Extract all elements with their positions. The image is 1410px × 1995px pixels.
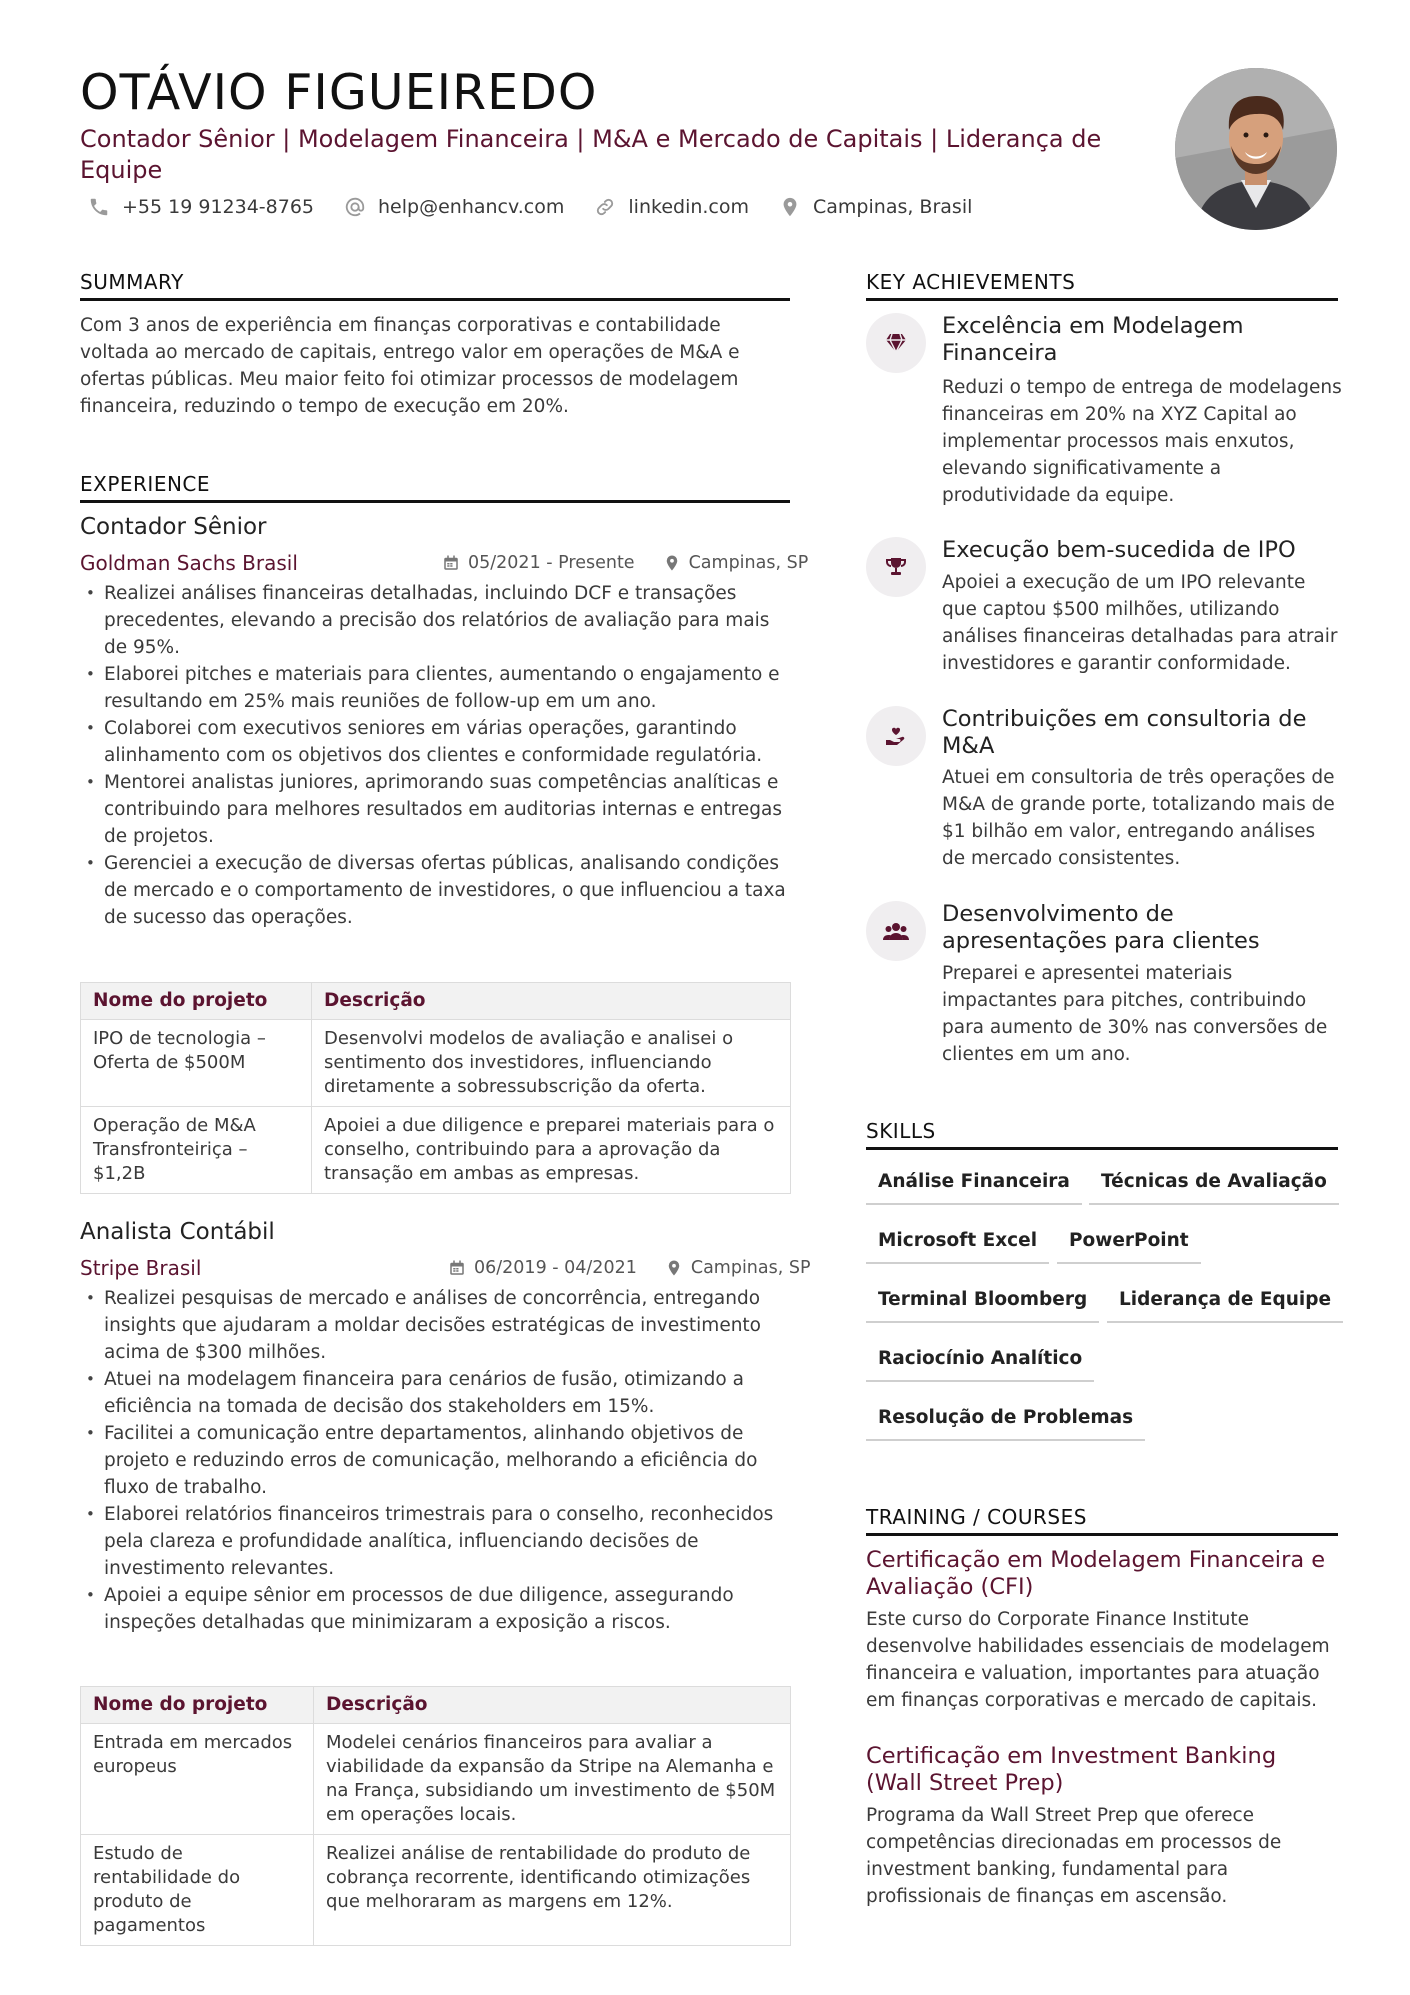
job-meta bbox=[448, 1255, 811, 1281]
list-item: • Atuei na modelagem financeira para cenários de fusão, otimizando a eficiência na tomada de decisão dos stakeholders em 15%. bbox=[80, 1366, 792, 1420]
project-desc: Desenvolvi modelos de avaliação e analisei o sentimento dos investidores, influenciando diretamente a sobressubscrição da oferta. bbox=[312, 1020, 791, 1107]
table-row bbox=[81, 1724, 791, 1835]
achievement-title: Desenvolvimento de apresentações para clientes bbox=[942, 901, 1260, 954]
location-text: Campinas, Brasil bbox=[813, 196, 973, 218]
job-location: Campinas, SP bbox=[690, 1258, 811, 1278]
trophy-icon bbox=[866, 537, 926, 597]
job-title: Contador Sênior bbox=[80, 514, 267, 540]
email-text: help@enhancv.com bbox=[378, 196, 565, 218]
skill-tag: Terminal Bloomberg bbox=[866, 1287, 1099, 1323]
contact-bar bbox=[88, 196, 1002, 218]
list-item: • Gerenciei a execução de diversas ofertas públicas, analisando condições de mercado e o comportamento de investidores, o que influenciou a taxa de sucesso das operações. bbox=[80, 850, 792, 931]
project-name: IPO de tecnologia – Oferta de $500M bbox=[81, 1020, 312, 1107]
course-title: Certificação em Modelagem Financeira e Avaliação (CFI) bbox=[866, 1547, 1326, 1600]
section-title-skills: SKILLS bbox=[866, 1118, 1338, 1150]
calendar-icon bbox=[442, 554, 460, 572]
map-pin-icon bbox=[779, 196, 801, 218]
link-icon bbox=[594, 196, 616, 218]
table-row bbox=[81, 1020, 791, 1107]
achievement-title: Execução bem-sucedida de IPO bbox=[942, 537, 1296, 563]
summary-text: Com 3 anos de experiência em finanças corporativas e contabilidade voltada ao mercado de capitais, entrego valor em operações de M&A e ofertas públicas. Meu maior feito foi otimizar processos de modelagem financeira, reduzindo o tempo de execução em 20%. bbox=[80, 315, 740, 417]
achievement-title: Excelência em Modelagem Financeira bbox=[942, 313, 1244, 366]
skill-tag: Análise Financeira bbox=[866, 1169, 1082, 1205]
job-location: Campinas, SP bbox=[688, 553, 809, 573]
candidate-name: OTÁVIO FIGUEIREDO bbox=[80, 64, 598, 121]
list-item: • Elaborei pitches e materiais para clientes, aumentando o engajamento e resultando em 25% mais reuniões de follow-up em um ano. bbox=[80, 661, 792, 715]
course-desc: Este curso do Corporate Finance Institute desenvolve habilidades essenciais de modelagem financeira e valuation, importantes para atuação em finanças corporativas e mercado de capitais. bbox=[866, 1609, 1330, 1711]
achievement-title: Contribuições em consultoria de M&A bbox=[942, 706, 1307, 759]
job-bullets bbox=[80, 1285, 792, 1636]
section-title-training: TRAINING / COURSES bbox=[866, 1504, 1338, 1536]
hand-heart-icon bbox=[866, 706, 926, 766]
project-table bbox=[80, 982, 791, 1194]
table-row bbox=[81, 1107, 791, 1194]
table-header-desc: Descrição bbox=[314, 1687, 791, 1724]
project-name: Entrada em mercados europeus bbox=[81, 1724, 314, 1835]
skill-tag: Raciocínio Analítico bbox=[866, 1346, 1094, 1382]
project-desc: Realizei análise de rentabilidade do produto de cobrança recorrente, identificando otimizações que melhoraram as margens em 12%. bbox=[314, 1835, 791, 1946]
at-icon bbox=[344, 196, 366, 218]
skill-tag: Liderança de Equipe bbox=[1107, 1287, 1343, 1323]
section-title-achievements: KEY ACHIEVEMENTS bbox=[866, 269, 1338, 301]
skill-tag: Técnicas de Avaliação bbox=[1089, 1169, 1339, 1205]
map-pin-icon bbox=[665, 1259, 683, 1277]
candidate-headline: Contador Sênior | Modelagem Financeira | M&A e Mercado de Capitais | Liderança de Equipe bbox=[80, 125, 1102, 184]
list-item: • Colaborei com executivos seniores em várias operações, garantindo alinhamento com os objetivos dos clientes e conformidade regulatória. bbox=[80, 715, 792, 769]
linkedin-text: linkedin.com bbox=[628, 196, 750, 218]
job-dates: 06/2019 - 04/2021 bbox=[474, 1258, 637, 1278]
project-desc: Modelei cenários financeiros para avaliar a viabilidade da expansão da Stripe na Alemanha e na França, subsidiando um investimento de $50M em operações locais. bbox=[314, 1724, 791, 1835]
list-item: • Apoiei a equipe sênior em processos de due diligence, assegurando inspeções detalhadas que minimizaram a exposição a riscos. bbox=[80, 1582, 792, 1636]
avatar bbox=[1175, 68, 1337, 230]
list-item: • Realizei pesquisas de mercado e análises de concorrência, entregando insights que ajudaram a moldar decisões estratégicas de investimento acima de $300 milhões. bbox=[80, 1285, 792, 1366]
contact-email[interactable] bbox=[344, 196, 564, 218]
contact-location bbox=[779, 196, 972, 218]
contact-phone[interactable] bbox=[88, 196, 314, 218]
table-header-row bbox=[81, 983, 791, 1020]
list-item: • Facilitei a comunicação entre departamentos, alinhando objetivos de projeto e reduzindo erros de comunicação, melhorando a eficiência do fluxo de trabalho. bbox=[80, 1420, 792, 1501]
course-desc: Programa da Wall Street Prep que oferece competências direcionadas em processos de investment banking, fundamental para profissionais de finanças em ascensão. bbox=[866, 1805, 1282, 1907]
list-item: • Elaborei relatórios financeiros trimestrais para o conselho, reconhecidos pela clareza e profundidade analítica, influenciando decisões de investimento relevantes. bbox=[80, 1501, 792, 1582]
phone-icon bbox=[88, 196, 110, 218]
job-meta bbox=[442, 550, 808, 576]
job-bullets bbox=[80, 580, 792, 931]
table-row bbox=[81, 1835, 791, 1946]
company-name: Stripe Brasil bbox=[80, 1256, 202, 1280]
table-header-name: Nome do projeto bbox=[81, 1687, 314, 1724]
job-title: Analista Contábil bbox=[80, 1219, 275, 1245]
skill-tag: Resolução de Problemas bbox=[866, 1405, 1145, 1441]
company-name: Goldman Sachs Brasil bbox=[80, 551, 298, 575]
phone-text: +55 19 91234-8765 bbox=[122, 196, 315, 218]
project-table bbox=[80, 1686, 791, 1946]
achievement-desc: Atuei em consultoria de três operações de M&A de grande porte, totalizando mais de $1 bilhão em valor, entregando análises de mercado consistentes. bbox=[942, 767, 1335, 869]
map-pin-icon bbox=[663, 554, 681, 572]
achievement-desc: Reduzi o tempo de entrega de modelagens financeiras em 20% na XYZ Capital ao implementar processos mais enxutos, elevando significativamente a produtividade da equipe. bbox=[942, 377, 1342, 506]
diamond-icon bbox=[866, 313, 926, 373]
section-title-summary: SUMMARY bbox=[80, 269, 790, 301]
skill-tag: PowerPoint bbox=[1057, 1228, 1201, 1264]
job-dates: 05/2021 - Presente bbox=[468, 553, 635, 573]
project-desc: Apoiei a due diligence e preparei materiais para o conselho, contribuindo para a aprovação da transação em ambas as empresas. bbox=[312, 1107, 791, 1194]
course-title: Certificação em Investment Banking (Wall Street Prep) bbox=[866, 1743, 1277, 1796]
table-header-desc: Descrição bbox=[312, 983, 791, 1020]
section-title-experience: EXPERIENCE bbox=[80, 471, 790, 503]
achievement-desc: Preparei e apresentei materiais impactantes para pitches, contribuindo para aumento de 30% nas conversões de clientes em um ano. bbox=[942, 963, 1328, 1065]
achievement-desc: Apoiei a execução de um IPO relevante que captou $500 milhões, utilizando análises financeiras detalhadas para atrair investidores e garantir conformidade. bbox=[942, 572, 1338, 674]
list-item: • Realizei análises financeiras detalhadas, incluindo DCF e transações precedentes, elevando a precisão dos relatórios de avaliação para mais de 95%. bbox=[80, 580, 792, 661]
list-item: • Mentorei analistas juniores, aprimorando suas competências analíticas e contribuindo para melhores resultados em auditorias internas e entregas de projetos. bbox=[80, 769, 792, 850]
table-header-name: Nome do projeto bbox=[81, 983, 312, 1020]
contact-linkedin[interactable] bbox=[594, 196, 749, 218]
users-icon bbox=[866, 901, 926, 961]
project-name: Estudo de rentabilidade do produto de pagamentos bbox=[81, 1835, 314, 1946]
project-name: Operação de M&A Transfronteiriça – $1,2B bbox=[81, 1107, 312, 1194]
table-header-row bbox=[81, 1687, 791, 1724]
skill-tag: Microsoft Excel bbox=[866, 1228, 1049, 1264]
calendar-icon bbox=[448, 1259, 466, 1277]
